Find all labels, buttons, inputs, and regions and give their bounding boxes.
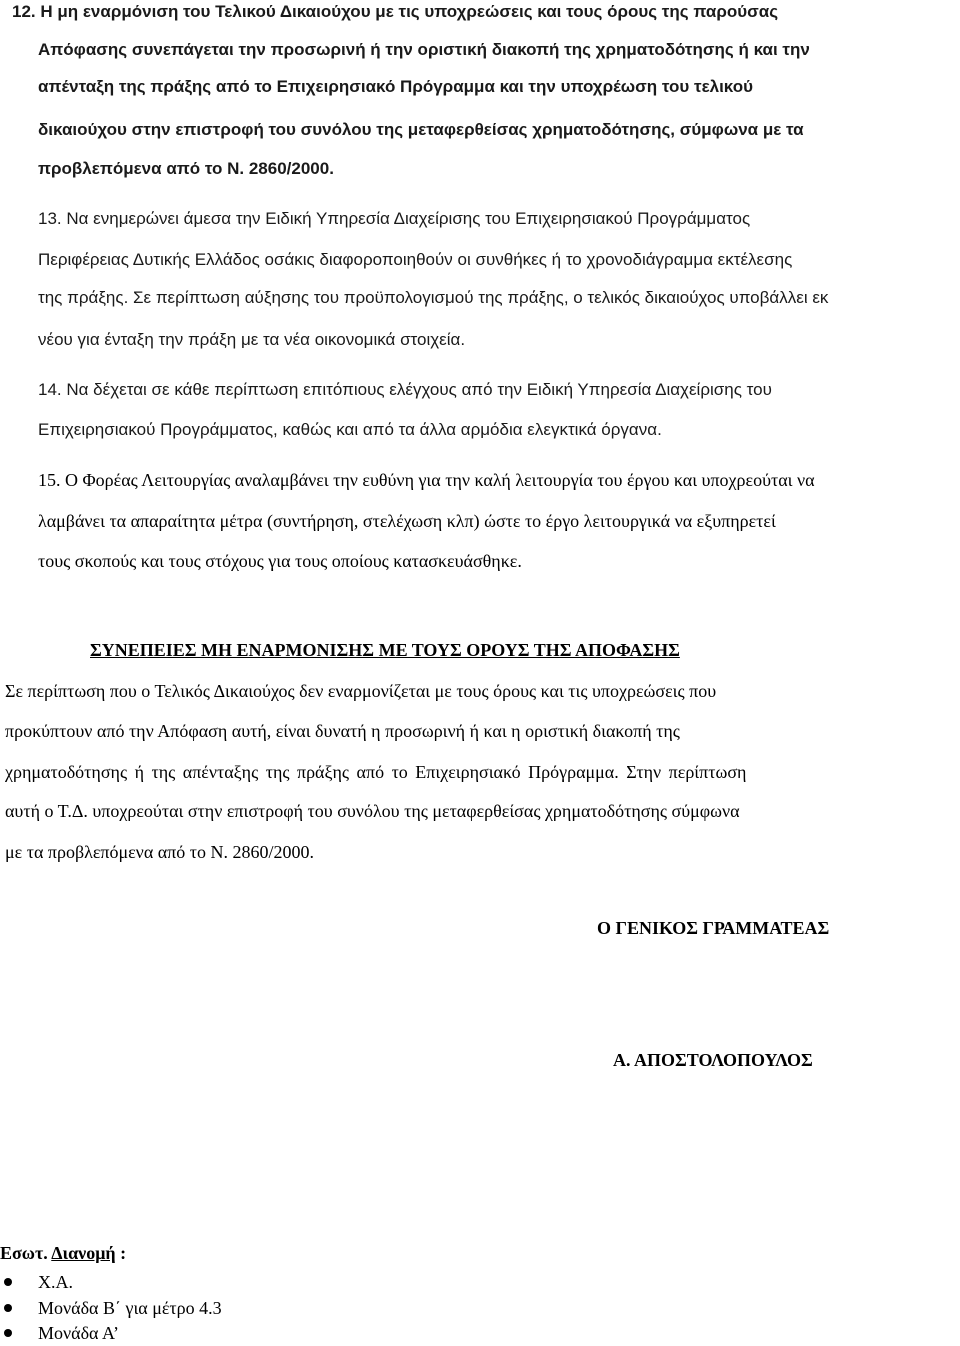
consequences-heading: ΣΥΝΕΠΕΙΕΣ ΜΗ ΕΝΑΡΜΟΝΙΣΗΣ ΜΕ ΤΟΥΣ ΟΡΟΥΣ ΤΗΣ ΑΠΟΦΑΣΗΣ	[90, 640, 680, 660]
list-item	[0, 1322, 400, 1344]
item-13-line: της πράξης. Σε περίπτωση αύξησης του προϋπολογισμού της πράξης, ο τελικός δικαιούχος υποβάλλει εκ	[38, 288, 829, 307]
item-15-line: 15. Ο Φορέας Λειτουργίας αναλαμβάνει την ευθύνη για την καλή λειτουργία του έργου και υποχρεούται να	[38, 470, 815, 490]
list-item-text: Μονάδα Α’	[38, 1323, 120, 1343]
item-12-line: δικαιούχου στην επιστροφή του συνόλου της μεταφερθείσας χρηματοδότησης, σύμφωνα με τα	[38, 120, 804, 139]
bullet-icon	[4, 1304, 12, 1312]
item-15-line: τους σκοπούς και τους στόχους για τους οποίους κατασκευάσθηκε.	[38, 551, 522, 571]
signatory-title: Ο ΓΕΝΙΚΟΣ ΓΡΑΜΜΑΤΕΑΣ	[597, 918, 830, 938]
signatory-name: Α. ΑΠΟΣΤΟΛΟΠΟΥΛΟΣ	[613, 1050, 813, 1070]
item-14-line: Επιχειρησιακού Προγράμματος, καθώς και από τα άλλα αρμόδια ελεγκτικά όργανα.	[38, 420, 662, 439]
list-item-text: Μονάδα Β΄ για μέτρο 4.3	[38, 1298, 222, 1318]
consequences-line: αυτή ο Τ.Δ. υποχρεούται στην επιστροφή του συνόλου της μεταφερθείσας χρηματοδότησης σύμφωνα	[5, 801, 740, 821]
item-12-line: 12. Η μη εναρμόνιση του Τελικού Δικαιούχου με τις υποχρεώσεις και τους όρους της παρούσας	[12, 2, 779, 21]
distribution-label-suffix: :	[115, 1243, 127, 1263]
bullet-icon	[4, 1278, 12, 1286]
item-15-line: λαμβάνει τα απαραίτητα μέτρα (συντήρηση, στελέχωση κλπ) ώστε το έργο λειτουργικά να εξυπηρετεί	[38, 511, 776, 531]
item-13-line: Περιφέρειας Δυτικής Ελλάδος οσάκις διαφοροποιηθούν οι συνθήκες ή το χρονοδιάγραμμα εκτέλεσης	[38, 250, 793, 269]
item-12-line: Απόφασης συνεπάγεται την προσωρινή ή την οριστική διακοπή της χρηματοδότησης ή και την	[38, 40, 810, 59]
distribution-label-prefix: Εσωτ.	[0, 1243, 52, 1263]
distribution-label	[0, 1243, 126, 1263]
consequences-line: Σε περίπτωση που ο Τελικός Δικαιούχος δεν εναρμονίζεται με τους όρους και τις υποχρεώσεις που	[5, 681, 717, 701]
list-item-text: Χ.Α.	[38, 1272, 73, 1292]
item-14-line: 14. Να δέχεται σε κάθε περίπτωση επιτόπιους ελέγχους από την Ειδική Υπηρεσία Διαχείρισης του	[38, 380, 772, 399]
distribution-label-underlined: Διανομή	[51, 1243, 116, 1263]
item-13-line: νέου για ένταξη την πράξη με τα νέα οικονομικά στοιχεία.	[38, 330, 466, 349]
item-12-line: απένταξη της πράξης από το Επιχειρησιακό Πρόγραμμα και την υποχρέωση του τελικού	[38, 77, 754, 96]
bullet-icon	[4, 1329, 12, 1337]
consequences-line: προκύπτουν από την Απόφαση αυτή, είναι δυνατή η προσωρινή ή και η οριστική διακοπή της	[5, 721, 680, 741]
item-13-line: 13. Να ενημερώνει άμεσα την Ειδική Υπηρεσία Διαχείρισης του Επιχειρησιακού Προγράμματος	[38, 209, 751, 228]
list-item	[0, 1297, 400, 1319]
item-12-line: προβλεπόμενα από το Ν. 2860/2000.	[38, 159, 334, 178]
list-item	[0, 1271, 400, 1293]
consequences-line: χρηματοδότησης ή της απένταξης της πράξης από το Επιχειρησιακό Πρόγραμμα. Στην περίπτωση	[5, 762, 747, 782]
consequences-line: με τα προβλεπόμενα από το Ν. 2860/2000.	[5, 842, 315, 862]
